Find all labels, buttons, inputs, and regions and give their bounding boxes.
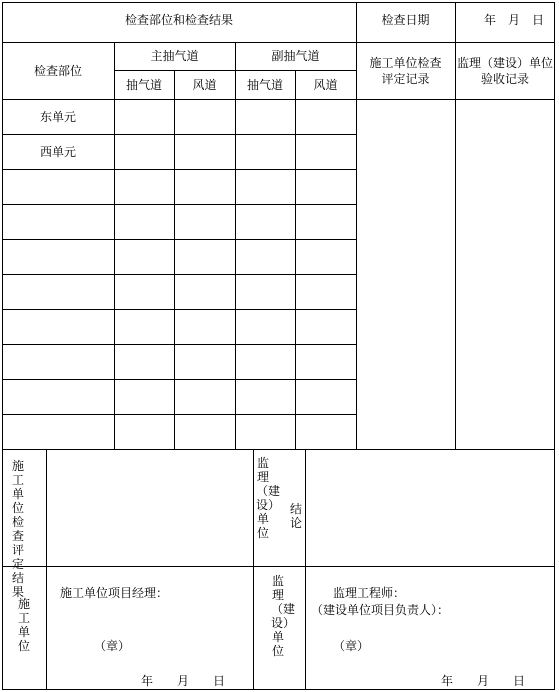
supervision-seal: （章） (333, 639, 370, 653)
row-line-7 (2, 344, 356, 345)
main-exhaust-header: 抽气道 (125, 78, 162, 92)
row-line-6 (2, 309, 356, 310)
header-divider (2, 42, 555, 43)
row-label-west-unit: 西单元 (39, 145, 76, 159)
border-bottom (2, 689, 555, 690)
date-value: 年 月 日 (484, 13, 545, 27)
table-cell[interactable] (115, 100, 174, 134)
construction-record-header-2: 评定记录 (381, 72, 430, 86)
supervision-record-header-2: 验收记录 (480, 72, 529, 86)
supervision-owner-label: （建设单位项目负责人）： (311, 603, 450, 617)
supervision-signature-label: 监理（建设）单位 (271, 574, 296, 658)
row-line-8 (2, 379, 356, 380)
supervision-conclusion-field[interactable] (306, 450, 554, 566)
location-header: 检查部位 (33, 64, 82, 78)
supervision-conclusion-sub-label: 结论 (289, 502, 302, 530)
supervision-record-cell[interactable] (456, 100, 554, 449)
header-title: 检查部位和检查结果 (124, 13, 233, 27)
border-right (554, 2, 555, 690)
row-label-east-unit: 东单元 (39, 110, 76, 124)
table-cell[interactable] (236, 100, 295, 134)
supervision-record-header-1: 监理（建设）单位 (456, 56, 553, 70)
construction-seal: （章） (94, 639, 131, 653)
construction-conclusion-field[interactable] (47, 450, 253, 566)
main-duct-header: 主抽气道 (150, 49, 199, 63)
supervision-engineer-label: 监理工程师： (333, 586, 406, 600)
main-wind-header: 风道 (192, 78, 217, 92)
conclusion-bottom (2, 566, 555, 567)
row-line-5 (2, 274, 356, 275)
construction-record-cell[interactable] (357, 100, 455, 449)
date-label: 检查日期 (381, 13, 430, 27)
border-top (2, 2, 555, 3)
row-line-4 (2, 239, 356, 240)
sub-duct-header: 副抽气道 (271, 49, 320, 63)
construction-signature-label: 施工单位 (17, 597, 30, 653)
construction-date: 年 月 日 (141, 674, 226, 688)
sub-wind-header: 风道 (313, 78, 338, 92)
construction-manager-label: 施工单位项目经理： (60, 586, 169, 600)
supervision-date: 年 月 日 (441, 674, 526, 688)
sub-exhaust-header: 抽气道 (246, 78, 283, 92)
construction-conclusion-label: 施工单位检查评定结果 (11, 459, 24, 599)
row-line-2 (2, 169, 356, 170)
border-left (2, 2, 3, 690)
supervision-conclusion-label: 监理（建设）单位 (256, 456, 281, 540)
table-cell[interactable] (175, 100, 235, 134)
row-line-9 (2, 414, 356, 415)
row-line-1 (2, 134, 356, 135)
construction-record-header-1: 施工单位检查 (369, 56, 442, 70)
row-line-3 (2, 204, 356, 205)
table-cell[interactable] (296, 100, 356, 134)
bottom-line-2 (253, 449, 254, 690)
